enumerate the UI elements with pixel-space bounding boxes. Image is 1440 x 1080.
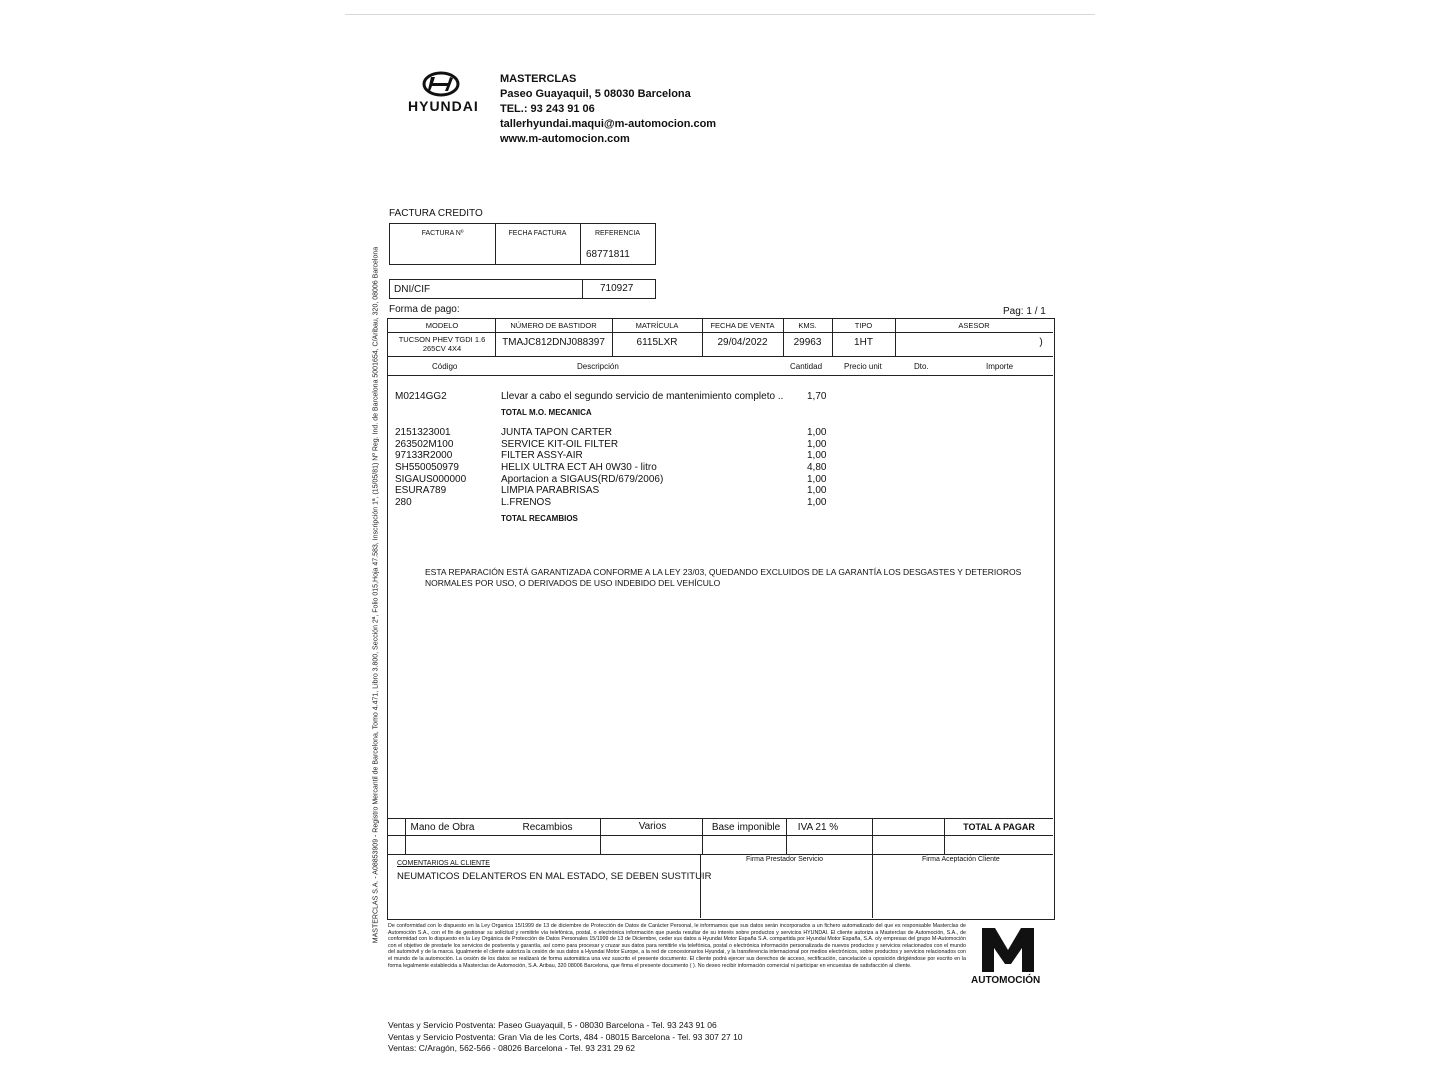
totals-top-line xyxy=(387,818,1053,819)
total-to-pay-label: TOTAL A PAGAR xyxy=(963,822,1035,832)
part-quantity: 1,00 xyxy=(807,427,827,438)
company-phone: TEL.: 93 243 91 06 xyxy=(500,103,595,115)
vehicle-sale-date: 29/04/2022 xyxy=(717,337,768,348)
dni-box xyxy=(389,279,656,299)
col-header-unit-price: Precio unit xyxy=(844,362,882,371)
dni-separator xyxy=(582,280,583,298)
part-code: 97133R2000 xyxy=(395,450,453,461)
vehicle-header-plate: MATRÍCULA xyxy=(635,321,679,330)
signature-sep xyxy=(700,854,701,918)
vehicle-header-advisor: ASESOR xyxy=(958,321,990,330)
page-number: Pag: 1 / 1 xyxy=(1003,306,1046,317)
comments-label: COMENTARIOS AL CLIENTE xyxy=(397,860,490,867)
vehicle-header-vin: NÚMERO DE BASTIDOR xyxy=(510,321,597,330)
dni-value: 710927 xyxy=(600,283,634,294)
top-divider xyxy=(345,14,1095,15)
part-quantity: 1,00 xyxy=(807,474,827,485)
part-quantity: 1,00 xyxy=(807,497,827,508)
vehicle-header-model: MODELO xyxy=(425,321,459,330)
part-description: LIMPIA PARABRISAS xyxy=(501,485,600,496)
vehicle-header-type: TIPO xyxy=(854,321,873,330)
parts-total-label: TOTAL RECAMBIOS xyxy=(501,514,578,523)
part-quantity: 1,00 xyxy=(807,450,827,461)
invoice-date-label: FECHA FACTURA xyxy=(508,230,567,237)
totals-sep xyxy=(872,818,873,918)
part-description: Aportacion a SIGAUS(RD/679/2006) xyxy=(501,474,664,485)
company-web: www.m-automocion.com xyxy=(500,133,630,145)
warranty-notice: ESTA REPARACIÓN ESTÁ GARANTIZADA CONFORME A LA LEY 23/03, QUEDANDO EXCLUIDOS DE LA GARANTÍA LOS DESGASTES Y DETERIOROS NORMALES POR USO, O DERIVADOS DE USO INDEBIDO DEL VEHÍCULO xyxy=(425,567,1022,588)
company-address: Paseo Guayaquil, 5 08030 Barcelona xyxy=(500,88,691,100)
legal-text: De conformidad con lo dispuesto en la Ley Organica 15/1999 de 13 de diciembre de Protección de Datos de Carácter Personal, le informamos que sus datos serán incorporados a un fichero automatizado del que es responsable Masterclas de Automoción S.A., con el fin de gestionar su solicitud y remitirle vía telefónica, postal, o electrónica información que pueda resultar de su interés sobre productos y servicios HYUNDAI. El cliente autoriza a Masterclas de Automoción, S.A., de conformidad con lo dispuesto en la Ley Orgánica de Protección de Datos Personales 15/1999 de 13 de Diciembre, ceder sus datos a Hyundai Motor España S.A. compartida por Hyundai Motor España, S.A. o/y empresas del grupo M-Automoción con el objetivo de prestarle los servicios de postventa y garantía, así como para procesar y cruzar sus datos para remitirle vía telefónica, postal o electrónica información personalizada de nuevos productos y servicios relacionados con el mundo del automóvil y de la marca. Igualmente el cliente autoriza la cesión de sus datos a Hyundai Motor Europe, a la red de concesionarios Hyundai, y la transferencia internacional por medios electrónicos, sobre productos y servicios relacionados con el mundo de la automoción. La cesión de los datos se realizará de forma automática una vez suscrito el presente documento. El cliente podrá ejercer sus derechos de acceso, rectificación, cancelación u oposición dirigiéndose por escrito en la forma legalmente establecida a Masterclas de Automoción, S.A. Aribau, 320 08006 Barcelona, que firma el presente documento ( ). No deseo recibir información comercial ni participar en encuestas de satisfacción al cliente. xyxy=(388,923,966,969)
vehicle-kms: 29963 xyxy=(793,337,822,348)
total-misc-label: Varios xyxy=(638,821,667,832)
col-header-code: Código xyxy=(432,362,458,371)
totals-sep xyxy=(702,818,703,854)
part-quantity: 1,00 xyxy=(807,485,827,496)
vehicle-model-line2: 265CV 4X4 xyxy=(422,344,462,353)
m-automocion-logo xyxy=(978,924,1038,976)
footer-line: Ventas y Servicio Postventa: Gran Via de les Corts, 484 - 08015 Barcelona - Tel. 93 307 27 10 xyxy=(388,1031,743,1042)
column-header-underline xyxy=(387,375,1053,376)
vehicle-header-sale-date: FECHA DE VENTA xyxy=(710,321,775,330)
dealer-logo-text: AUTOMOCIÓN xyxy=(971,975,1041,986)
totals-bottom-line xyxy=(387,854,1053,855)
part-code: SH550050979 xyxy=(395,462,459,473)
vehicle-plate: 6115LXR xyxy=(636,337,678,348)
labour-quantity: 1,70 xyxy=(807,391,827,402)
footer-line: Ventas y Servicio Postventa: Paseo Guayaquil, 5 - 08030 Barcelona - Tel. 93 243 91 06 xyxy=(388,1020,717,1030)
invoice-date-cell xyxy=(495,224,581,264)
invoice-number-cell xyxy=(390,224,496,264)
total-parts-label: Recambios xyxy=(522,822,573,833)
labour-total-label: TOTAL M.O. MECANICA xyxy=(501,408,592,417)
vehicle-advisor: ) xyxy=(1039,337,1043,348)
part-code: SIGAUS000000 xyxy=(395,474,467,485)
document-title: FACTURA CREDITO xyxy=(389,208,483,219)
col-header-description: Descripción xyxy=(577,362,619,371)
totals-sep xyxy=(944,818,945,854)
vat-label: IVA 21 % xyxy=(797,822,839,833)
reference-label: REFERENCIA xyxy=(594,230,641,237)
col-header-amount: Importe xyxy=(986,362,1014,371)
company-info xyxy=(500,72,716,147)
company-name: MASTERCLAS xyxy=(500,73,577,85)
part-description: L.FRENOS xyxy=(501,497,552,508)
registry-vertical-text: MASTERCLAS S.A. - A08853909 - Registro Mercantil de Barcelona, Tomo 4.471, Libro 3.800, Sección 2ª, Folio 015,Hoja 47.583, Inscripción 1ª, (15/05/81) Nº Reg. Ind. de Barcelona 5001654, C/Aribau, 320, 08006 Barcelona xyxy=(372,246,380,944)
tax-base-label: Base imponible xyxy=(711,822,781,833)
part-quantity: 4,80 xyxy=(807,462,827,473)
reference-cell xyxy=(580,224,655,264)
col-header-quantity: Cantidad xyxy=(790,362,823,371)
part-description: FILTER ASSY-AIR xyxy=(501,450,583,461)
vehicle-type: 1HT xyxy=(854,337,873,348)
part-description: JUNTA TAPON CARTER xyxy=(501,427,612,438)
payment-method-label: Forma de pago: xyxy=(389,304,460,315)
vehicle-row-underline xyxy=(387,356,1053,357)
dni-label: DNI/CIF xyxy=(394,284,431,295)
part-code: 280 xyxy=(395,497,412,508)
col-header-discount: Dto. xyxy=(914,362,929,371)
labour-description: Llevar a cabo el segundo servicio de mantenimiento completo .. xyxy=(501,391,784,402)
footer-addresses xyxy=(388,1020,743,1055)
part-description: SERVICE KIT-OIL FILTER xyxy=(501,439,619,450)
total-labour-label: Mano de Obra xyxy=(410,822,475,833)
vehicle-model xyxy=(389,335,495,353)
totals-mid-line xyxy=(387,835,1053,836)
reference-value: 68771811 xyxy=(586,249,630,260)
provider-signature-label: Firma Prestador Servicio xyxy=(746,856,824,863)
brand-logo-text: HYUNDAI xyxy=(408,98,479,114)
totals-sep xyxy=(600,818,601,854)
invoice-header-box xyxy=(389,223,656,265)
comments-text: NEUMATICOS DELANTEROS EN MAL ESTADO, SE DEBEN SUSTITUIR xyxy=(397,871,712,882)
invoice-number-label: FACTURA Nº xyxy=(421,230,464,237)
company-email: tallerhyundai.maqui@m-automocion.com xyxy=(500,118,717,130)
part-code: 2151323001 xyxy=(395,427,451,438)
part-description: HELIX ULTRA ECT AH 0W30 - litro xyxy=(501,462,657,473)
footer-line: Ventas: C/Aragón, 562-566 - 08026 Barcelona - Tel. 93 231 29 62 xyxy=(388,1043,635,1053)
client-signature-label: Firma Aceptación Cliente xyxy=(922,856,1000,863)
labour-code: M0214GG2 xyxy=(395,391,447,402)
part-code: ESURA789 xyxy=(395,485,447,496)
vehicle-vin: TMAJC812DNJ088397 xyxy=(502,337,605,348)
part-quantity: 1,00 xyxy=(807,439,827,450)
vehicle-model-line1: TUCSON PHEV TGDI 1.6 xyxy=(398,335,486,344)
vehicle-header-kms: KMS. xyxy=(798,321,817,330)
part-code: 263502M100 xyxy=(395,439,454,450)
